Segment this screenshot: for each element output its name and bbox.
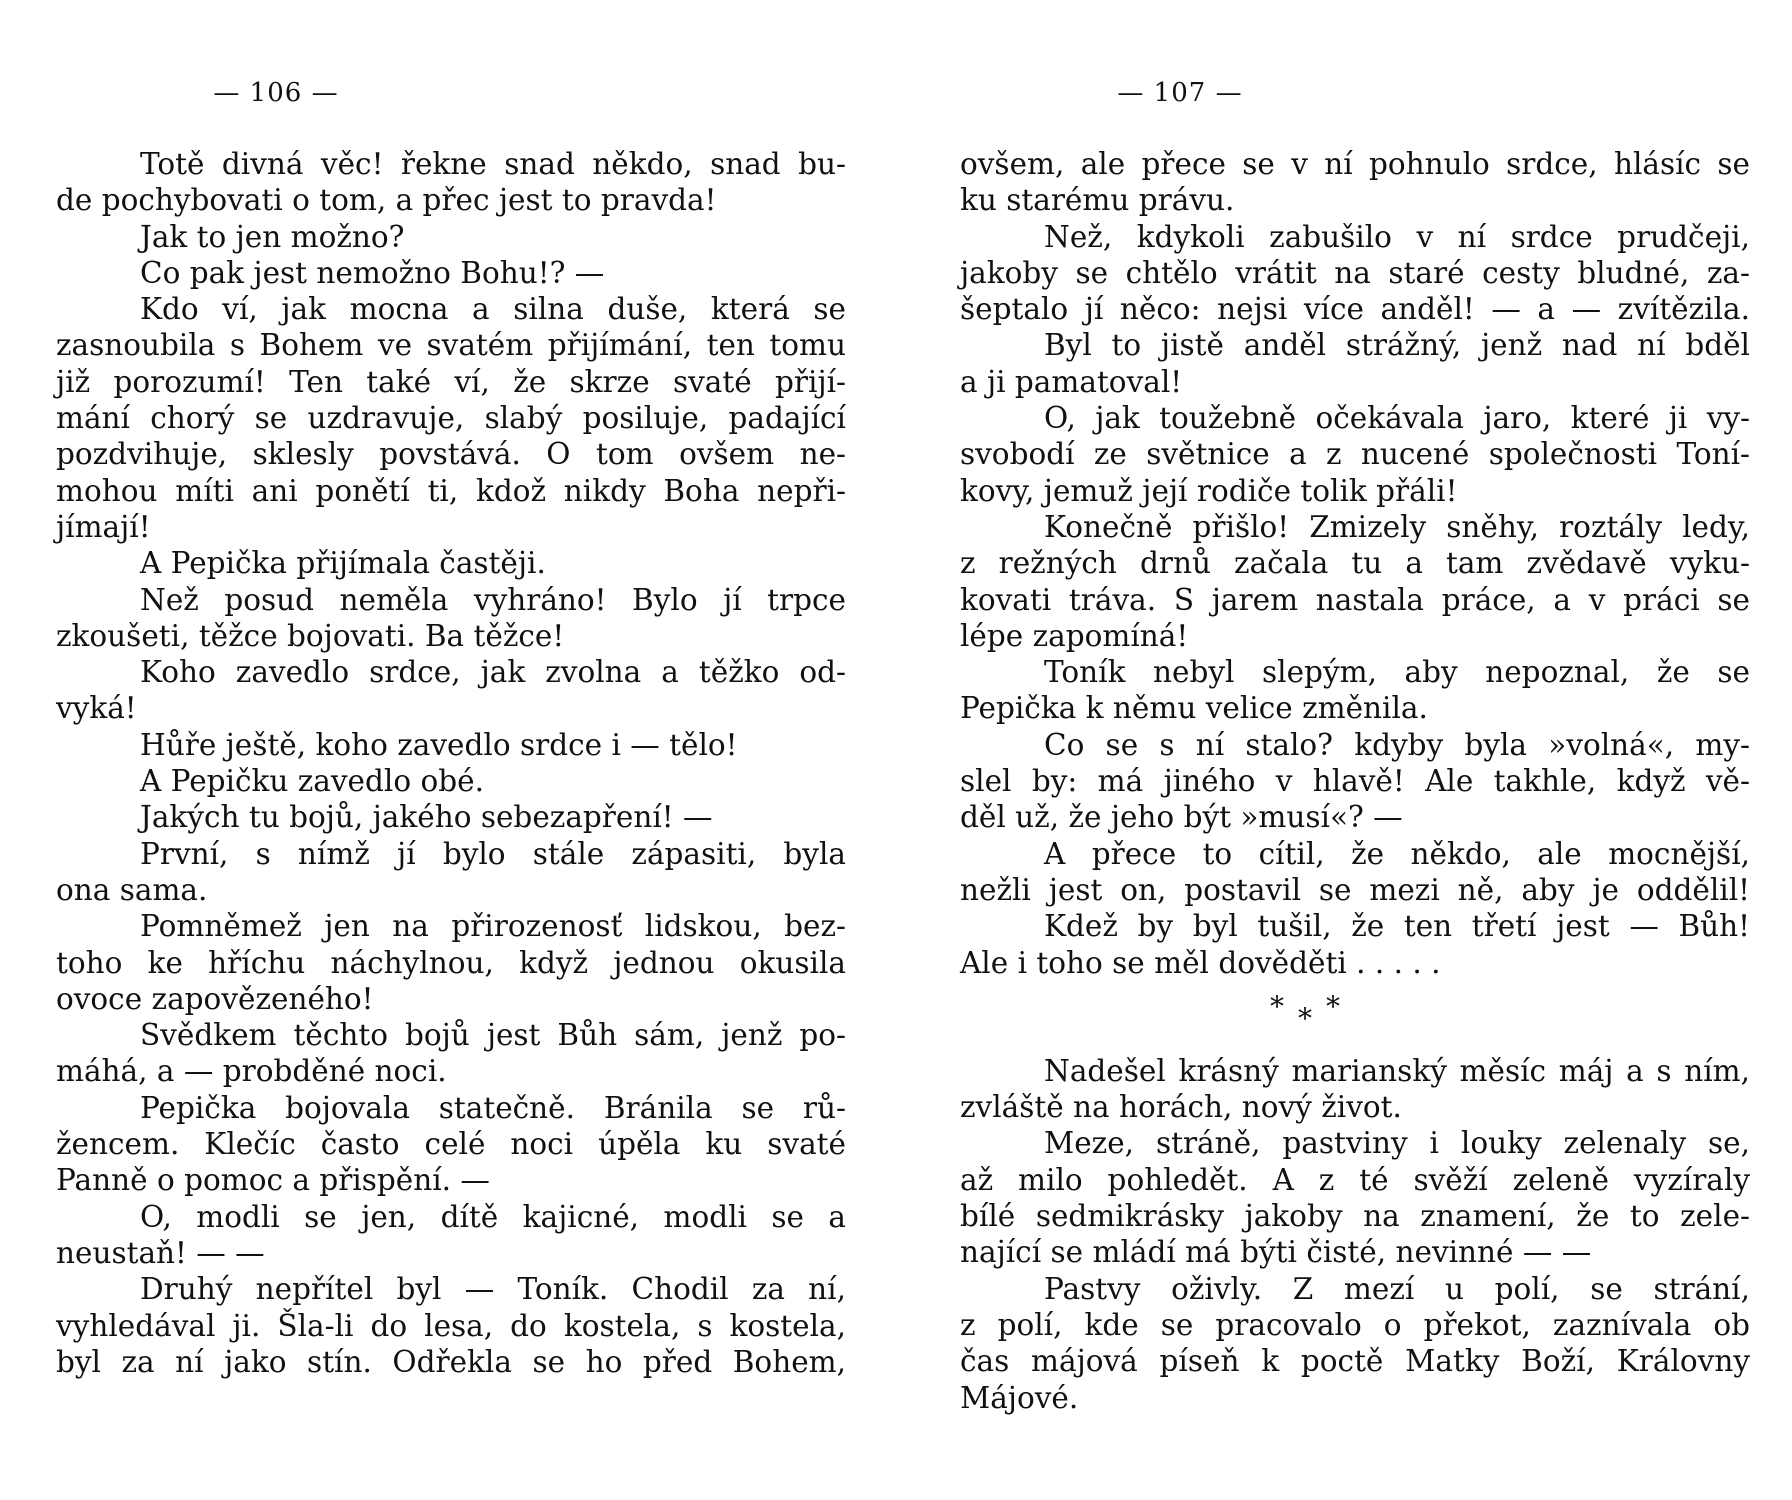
left-page — [56, 0, 846, 1500]
text-line: Hůře ještě, koho zavedlo srdce i — tělo! — [140, 727, 738, 762]
text-line: nající se mládí má býti čisté, nevinné — — — [960, 1235, 1592, 1270]
text-line: Májové. — [960, 1380, 1079, 1415]
text-line: šeptalo jí něco: nejsi více anděl! — a — zvítězila. — [960, 292, 1750, 327]
text-line: zvláště na horách, nový život. — [960, 1090, 1402, 1125]
text-line: O, modli se jen, dítě kajicné, modli se a — [140, 1199, 846, 1234]
text-line: Pepička bojovala statečně. Bránila se rů- — [140, 1090, 846, 1125]
text-line: Panně o pomoc a přispění. — — [56, 1163, 490, 1198]
page-number: — 107 — — [1117, 78, 1243, 108]
text-line: Pastvy oživly. Z mezí u polí, se strání, — [1044, 1271, 1750, 1306]
right-page — [960, 0, 1750, 1500]
text-line: Ale i toho se měl dověděti . . . . . — [960, 945, 1441, 980]
text-line: ku starému právu. — [960, 183, 1235, 218]
text-line: vyká! — [56, 691, 137, 726]
separator-asterisk: * — [1326, 989, 1340, 1023]
text-line: byl za ní jako stín. Odřekla se ho před Bohem, — [56, 1344, 846, 1379]
text-line: Co pak jest nemožno Bohu!? — — [140, 255, 605, 290]
text-line: již porozumí! Ten také ví, že skrze svaté přijí- — [56, 364, 846, 399]
text-line: Toník nebyl slepým, aby nepoznal, že se — [1044, 655, 1750, 690]
text-line: nežli jest on, postavil se mezi ně, aby je oddělil! — [960, 872, 1750, 907]
text-line: z režných drnů začala tu a tam zvědavě vyku- — [960, 546, 1750, 581]
text-line: bílé sedmikrásky jakoby na znamení, že to zele- — [960, 1199, 1750, 1234]
text-line: lépe zapomíná! — [960, 618, 1189, 653]
text-line: Svědkem těchto bojů jest Bůh sám, jenž po- — [140, 1018, 846, 1053]
page-number: — 106 — — [213, 78, 339, 108]
text-line: Byl to jistě anděl strážný, jenž nad ní bděl — [1044, 328, 1750, 363]
text-line: O, jak toužebně očekávala jaro, které ji vy- — [1044, 401, 1750, 436]
section-separator — [960, 981, 1750, 1053]
text-line: až milo pohledět. A z té svěží zeleně vyzíraly — [960, 1162, 1750, 1197]
text-line: neustaň! — — — [56, 1235, 265, 1270]
text-line: svobodí ze světnice a z nucené společnosti Toní- — [960, 437, 1750, 472]
page-text — [960, 146, 1750, 1416]
text-before-separator — [960, 146, 1750, 981]
text-line: čas májová píseň k poctě Matky Boží, Královny — [960, 1344, 1750, 1379]
text-line: Jakých tu bojů, jakého sebezapření! — — [140, 800, 713, 835]
text-line: Pomněmež jen na přirozenosť lidskou, bez- — [140, 909, 846, 944]
text-line: slel by: má jiného v hlavě! Ale takhle, když vě- — [960, 764, 1750, 799]
text-line: Koho zavedlo srdce, jak zvolna a těžko od- — [140, 655, 846, 690]
text-line: Než posud neměla vyhráno! Bylo jí trpce — [140, 582, 846, 617]
text-line: Kdo ví, jak mocna a silna duše, která se — [140, 292, 846, 327]
text-line: A Pepičku zavedlo obé. — [140, 764, 484, 799]
text-line: Co se s ní stalo? kdyby byla »volná«, my- — [1044, 727, 1750, 762]
text-line: máhá, a — probděné noci. — [56, 1054, 447, 1089]
text-line: jakoby se chtělo vrátit na staré cesty bludné, za- — [960, 255, 1750, 290]
text-line: mání chorý se uzdravuje, slabý posiluje, padající — [56, 401, 846, 436]
text-line: kovati tráva. S jarem nastala práce, a v práci se — [960, 582, 1750, 617]
text-line: Pepička k němu velice změnila. — [960, 691, 1428, 726]
text-line: Než, kdykoli zabušilo v ní srdce prudčeji, — [1044, 219, 1750, 254]
text-line: pozdvihuje, sklesly povstává. O tom ovšem ne- — [56, 437, 846, 472]
text-line: ovoce zapovězeného! — [56, 981, 374, 1016]
separator-asterisk: * — [1298, 1001, 1312, 1035]
text-line: toho ke hříchu náchylnou, když jednou okusila — [56, 945, 846, 980]
text-line: kovy, jemuž její rodiče tolik přáli! — [960, 473, 1458, 508]
text-after-separator — [960, 1053, 1750, 1416]
text-line: děl už, že jeho být »musí«? — — [960, 800, 1403, 835]
text-line: Druhý nepřítel byl — Toník. Chodil za ní, — [140, 1272, 846, 1307]
text-line: ona sama. — [56, 872, 208, 907]
text-line: Nadešel krásný marianský měsíc máj a s ním, — [1044, 1053, 1750, 1088]
text-line: a ji pamatoval! — [960, 364, 1183, 399]
text-line: Konečně přišlo! Zmizely sněhy, roztály ledy, — [1044, 509, 1750, 544]
page-text — [56, 146, 846, 1380]
text-line: žencem. Klečíc často celé noci úpěla ku svaté — [56, 1127, 846, 1162]
text-line: de pochybovati o tom, a přec jest to pravda! — [56, 183, 717, 218]
text-line: Kdež by byl tušil, že ten třetí jest — Bůh! — [1044, 909, 1750, 944]
text-line: z polí, kde se pracovalo o překot, zaznívala ob — [960, 1307, 1750, 1342]
separator-asterisk: * — [1270, 989, 1284, 1023]
text-line: Jak to jen možno? — [140, 219, 405, 254]
text-line: Totě divná věc! řekne snad někdo, snad bu- — [140, 147, 846, 181]
text-line: vyhledával ji. Šla-li do lesa, do kostela, s kostela, — [56, 1308, 846, 1343]
text-line: zasnoubila s Bohem ve svatém přijímání, ten tomu — [56, 328, 846, 363]
text-line: První, s nímž jí bylo stále zápasiti, byla — [140, 836, 846, 871]
text-line: ovšem, ale přece se v ní pohnulo srdce, hlásíc se — [960, 147, 1750, 181]
text-line: zkoušeti, těžce bojovati. Ba těžce! — [56, 618, 565, 653]
text-line: Meze, stráně, pastviny i louky zelenaly se, — [1044, 1126, 1750, 1161]
text-line: mohou míti ani ponětí ti, kdož nikdy Boha nepři- — [56, 473, 846, 508]
text-line: A Pepička přijímala častěji. — [140, 546, 546, 581]
text-line: jímají! — [56, 509, 151, 544]
text-line: A přece to cítil, že někdo, ale mocnější, — [1044, 836, 1750, 871]
